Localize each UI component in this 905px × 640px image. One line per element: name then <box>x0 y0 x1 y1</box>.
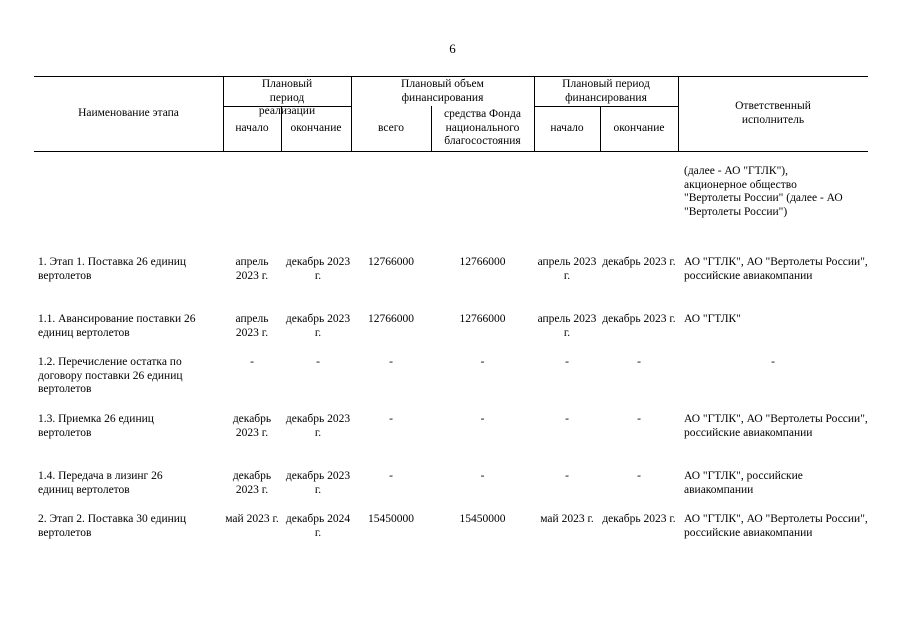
row-1-fin-end: декабрь 2023 г. <box>602 256 676 268</box>
row-4-impl-end: декабрь 2023 г. <box>285 413 351 439</box>
row-1-fin-start: апрель 2023 г. <box>537 256 597 282</box>
row-5-responsible: АО "ГТЛК", российские авиакомпании <box>684 470 803 496</box>
header-fin-volume: Плановый объем финансирования <box>401 78 484 104</box>
header-fin-end: окончание <box>613 122 665 134</box>
row-2-impl-end: декабрь 2023 г. <box>285 313 351 339</box>
row-2-responsible: АО "ГТЛК" <box>684 313 741 325</box>
row-3-impl-end: - <box>316 356 320 368</box>
row-4-total: - <box>389 413 393 425</box>
row-2-total: 12766000 <box>368 313 414 325</box>
row-5-fin-start: - <box>565 470 569 482</box>
row-3-fin-end: - <box>637 356 641 368</box>
subheader-rule-fin <box>534 106 678 107</box>
row-4-impl-start: декабрь 2023 г. <box>232 413 272 439</box>
row-6-name: 2. Этап 2. Поставка 30 единиц вертолетов <box>38 513 187 539</box>
row-0-responsible: (далее - АО "ГТЛК"), акционерное общество "Вертолеты России" (далее - АО "Вертолеты России") <box>684 165 843 218</box>
row-6-total: 15450000 <box>368 513 414 525</box>
row-2-fund: 12766000 <box>459 313 506 325</box>
header-fin-total: всего <box>378 122 404 134</box>
row-2-impl-start: апрель 2023 г. <box>235 313 269 339</box>
row-6-fund: 15450000 <box>459 513 506 525</box>
header-fin-start: начало <box>550 122 584 134</box>
header-impl-start: начало <box>235 122 269 134</box>
row-3-fin-start: - <box>565 356 569 368</box>
header-fin-fund: средства Фонда национального благосостояния <box>444 108 521 147</box>
row-1-responsible: АО "ГТЛК", АО "Вертолеты России", российские авиакомпании <box>684 256 868 282</box>
row-3-total: - <box>389 356 393 368</box>
row-6-fin-start: май 2023 г. <box>540 513 594 525</box>
row-5-name: 1.4. Передача в лизинг 26 единиц вертолетов <box>38 470 163 496</box>
row-1-total: 12766000 <box>368 256 414 268</box>
row-4-fund: - <box>480 413 485 425</box>
page-number: 6 <box>449 41 456 56</box>
row-6-fin-end: декабрь 2023 г. <box>602 513 676 525</box>
row-5-total: - <box>389 470 393 482</box>
row-2-fin-start: апрель 2023 г. <box>537 313 597 339</box>
row-3-impl-start: - <box>250 356 254 368</box>
header-fin-period: Плановый период финансирования <box>562 78 650 104</box>
row-5-fin-end: - <box>637 470 641 482</box>
row-6-responsible: АО "ГТЛК", АО "Вертолеты России", российские авиакомпании <box>684 513 868 539</box>
row-5-impl-start: декабрь 2023 г. <box>232 470 272 496</box>
table-top-rule <box>34 76 868 77</box>
row-1-impl-start: апрель 2023 г. <box>235 256 269 282</box>
header-responsible: Ответственный исполнитель <box>735 100 811 126</box>
header-impl-period: Плановый период реализации <box>258 78 316 117</box>
row-5-impl-end: декабрь 2023 г. <box>285 470 351 496</box>
row-1-name: 1. Этап 1. Поставка 26 единиц вертолетов <box>38 256 187 282</box>
row-5-fund: - <box>480 470 485 482</box>
row-2-name: 1.1. Авансирование поставки 26 единиц вертолетов <box>38 313 196 339</box>
header-bottom-rule <box>34 151 868 152</box>
row-1-fund: 12766000 <box>459 256 506 268</box>
row-4-name: 1.3. Приемка 26 единиц вертолетов <box>38 413 154 439</box>
row-4-responsible: АО "ГТЛК", АО "Вертолеты России", российские авиакомпании <box>684 413 868 439</box>
row-3-name: 1.2. Перечисление остатка по договору поставки 26 единиц вертолетов <box>38 356 183 395</box>
row-3-fund: - <box>480 356 485 368</box>
header-stage-name: Наименование этапа <box>78 107 179 119</box>
row-3-responsible: - <box>771 356 775 368</box>
row-6-impl-start: май 2023 г. <box>225 513 279 525</box>
header-impl-end: окончание <box>290 122 342 134</box>
row-4-fin-start: - <box>565 413 569 425</box>
row-1-impl-end: декабрь 2023 г. <box>285 256 351 282</box>
row-2-fin-end: декабрь 2023 г. <box>602 313 676 325</box>
row-4-fin-end: - <box>637 413 641 425</box>
row-6-impl-end: декабрь 2024 г. <box>285 513 351 539</box>
